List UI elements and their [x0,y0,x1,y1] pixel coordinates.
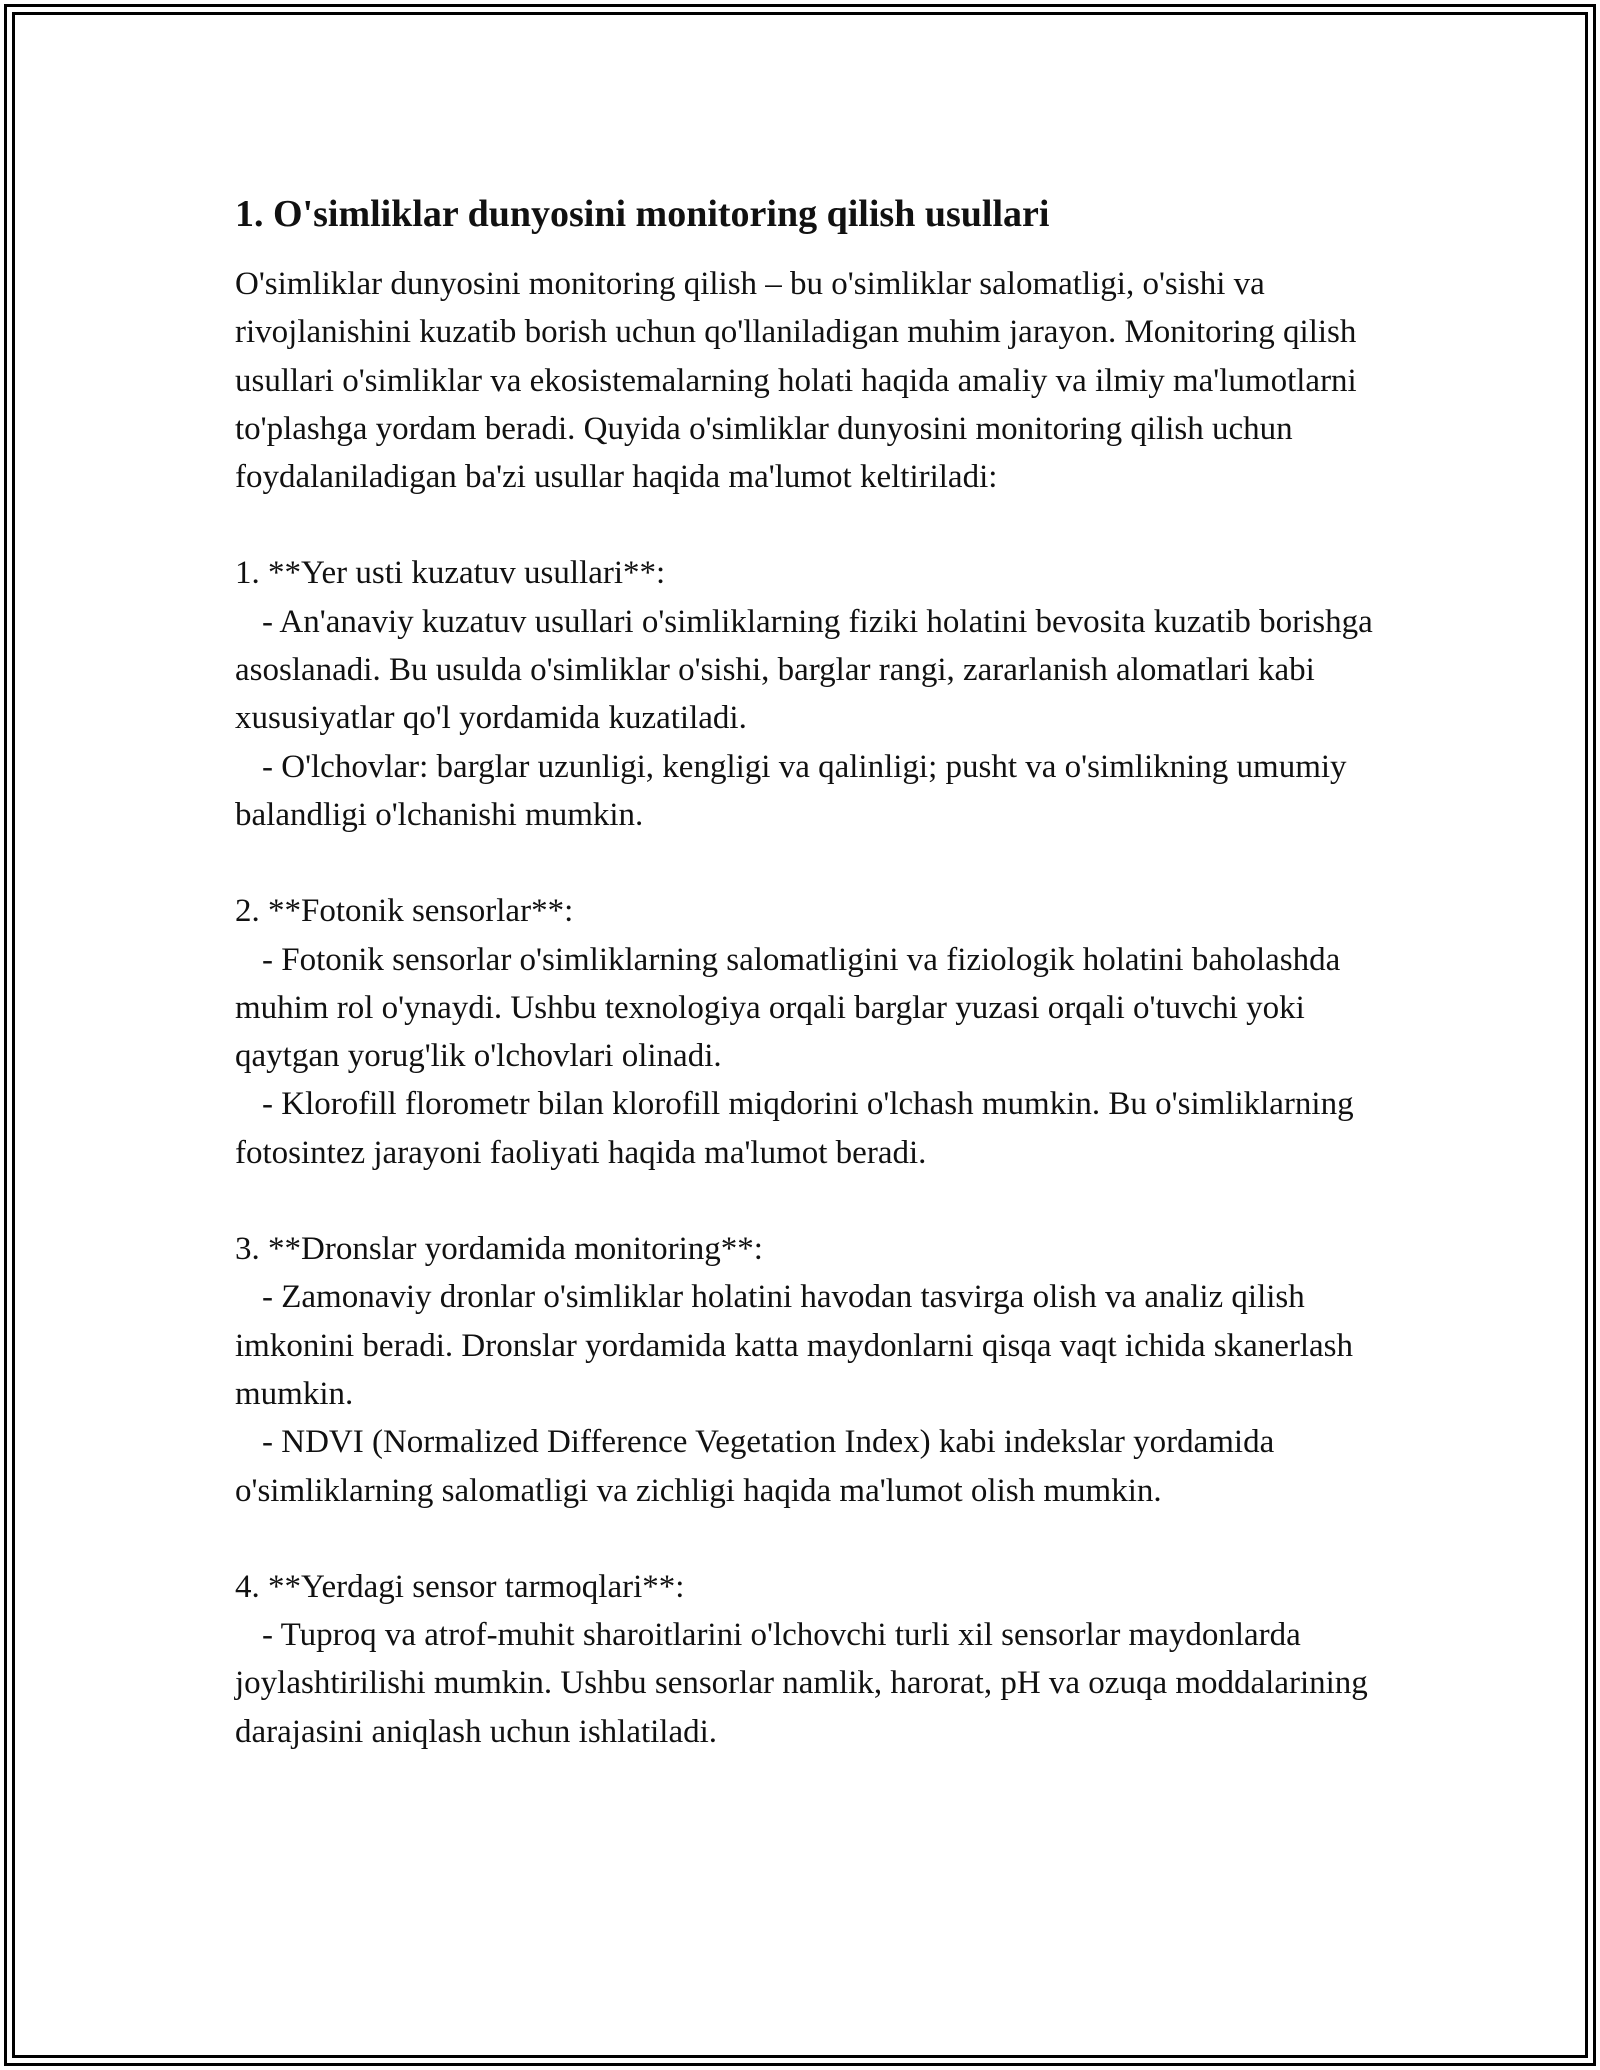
section-item: - Klorofill florometr bilan klorofill miqdorini o'lchash mumkin. Bu o'simliklarning fotosintez jarayoni faoliyati haqida ma'lumot beradi. [235,1086,1362,1171]
section-item: - Fotonik sensorlar o'simliklarning salomatligini va fiziologik holatini baholashda muhim rol o'ynaydi. Ushbu texnologiya orqali barglar yuzasi orqali o'tuvchi yoki qaytgan yorug'lik o'lchovlari olinadi. [235,941,1349,1075]
section-title: 1. **Yer usti kuzatuv usullari**: [235,555,666,592]
section-title: 4. **Yerdagi sensor tarmoqlari**: [235,1568,685,1605]
document-body [235,190,1385,1756]
section-ground-observation [235,549,1385,839]
section-photonic-sensors [235,887,1385,1177]
section-item: - Tuproq va atrof-muhit sharoitlarini o'lchovchi turli xil sensorlar maydonlarda joylashtirilishi mumkin. Ushbu sensorlar namlik, harorat, pH va ozuqa moddalarining darajasini aniqlash uchun ishlatiladi. [235,1617,1377,1750]
section-item: - Zamonaviy dronlar o'simliklar holatini havodan tasvirga olish va analiz qilish imkonini beradi. Dronslar yordamida katta maydonlarni qisqa vaqt ichida skanerlash mumkin. [235,1279,1362,1412]
intro-paragraph: O'simliklar dunyosini monitoring qilish – bu o'simliklar salomatligi, o'sishi va rivojlanishini kuzatib borish uchun qo'llaniladigan muhim jarayon. Monitoring qilish usullari o'simliklar va ekosistemalarning holati haqida amaliy va ilmiy ma'lumotlarni to'plashga yordam beradi. Quyida o'simliklar dunyosini monitoring qilish uchun foydalaniladigan ba'zi usullar haqida ma'lumot keltiriladi: [235,266,1357,496]
section-title: 3. **Dronslar yordamida monitoring**: [235,1231,763,1268]
section-title: 2. **Fotonik sensorlar**: [235,893,574,930]
section-item: - An'anaviy kuzatuv usullari o'simliklarning fiziki holatini bevosita kuzatib borishga asoslanadi. Bu usulda o'simliklar o'sishi, barglar rangi, zararlanish alomatlari kabi xususiyatlar qo'l yordamida kuzatiladi. [235,603,1382,737]
section-ground-sensor-networks [235,1563,1385,1756]
section-drone-monitoring [235,1225,1385,1515]
section-item: - NDVI (Normalized Difference Vegetation Index) kabi indekslar yordamida o'simliklarning salomatligi va zichligi haqida ma'lumot olish mumkin. [235,1424,1283,1509]
document-heading: 1. O'simliklar dunyosini monitoring qilish usullari [235,193,1050,235]
section-item: - O'lchovlar: barglar uzunligi, kengligi va qalinligi; pusht va o'simlikning umumiy balandligi o'lchanishi mumkin. [235,748,1355,833]
